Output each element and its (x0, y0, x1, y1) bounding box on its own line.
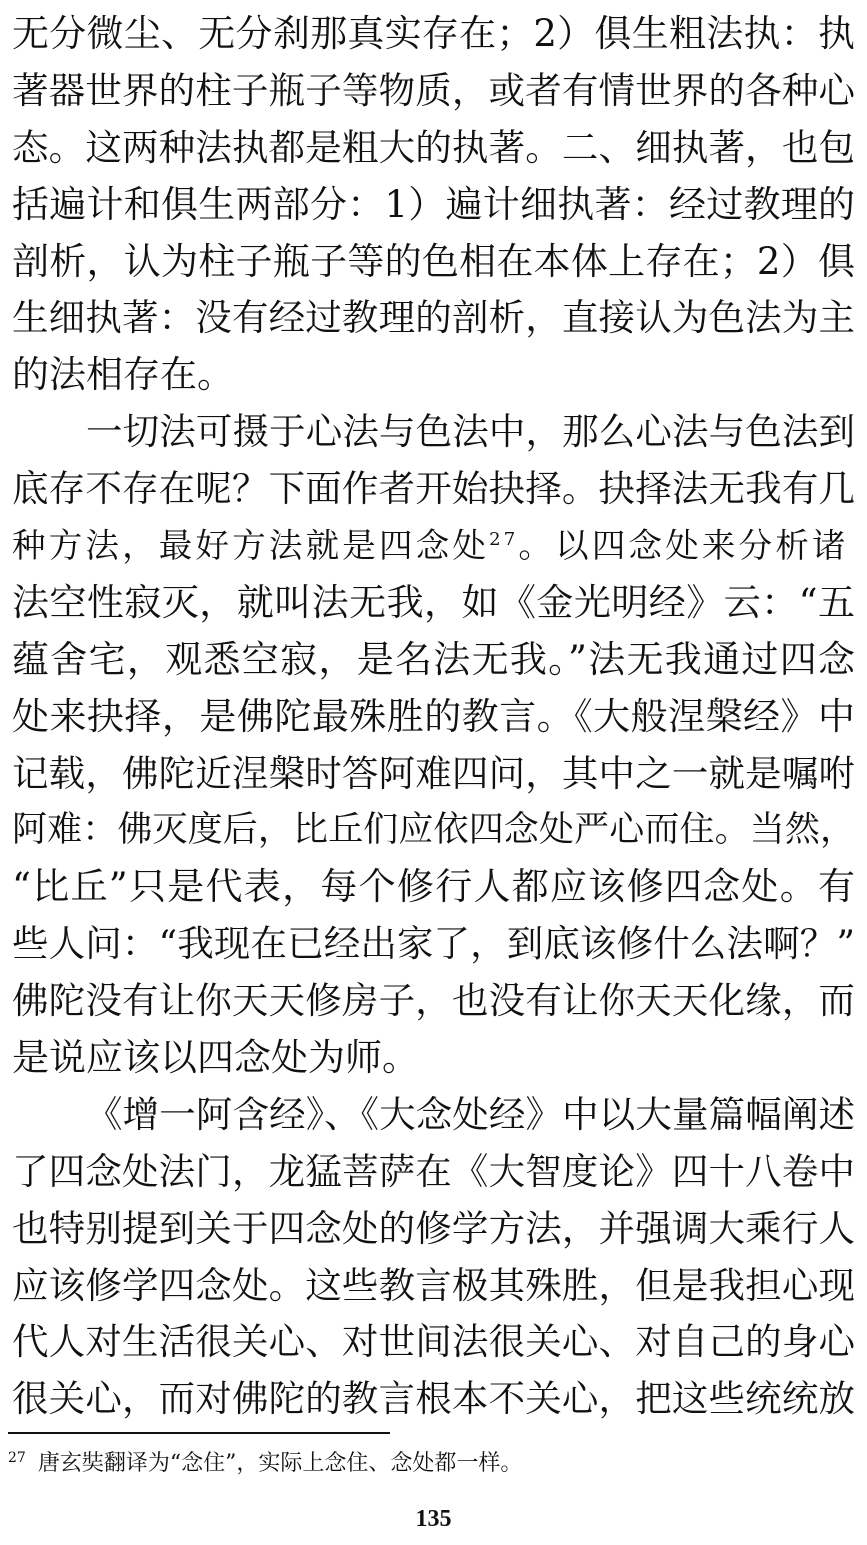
text-line: 记载，佛陀近涅槃时答阿难四问，其中之一就是嘱咐 (12, 751, 855, 795)
text-line-with-footnote (12, 518, 855, 575)
text-segment: 。以四念处来分析诸 (518, 526, 849, 566)
text-line: 生细执著：没有经过教理的剖析，直接认为色法为主 (12, 296, 855, 340)
footnote-divider (8, 1432, 390, 1434)
text-line: 代人对生活很关心、对世间法很关心、对自己的身心 (12, 1320, 855, 1364)
footnote-text: 唐玄奘翻译为“念住”，实际上念住、念处都一样。 (37, 1451, 523, 1476)
text-line: 些人问：“我现在已经出家了，到底该修什么法啊？” (12, 922, 855, 966)
body-text (12, 6, 855, 1428)
text-line: 著器世界的柱子瓶子等物质，或者有情世界的各种心 (12, 68, 855, 112)
text-line: 很关心，而对佛陀的教言根本不关心，把这些统统放 (12, 1377, 855, 1421)
paragraph-first-line: 《增一阿含经》、《大念处经》中以大量篇幅阐述 (86, 1092, 855, 1136)
text-line: 了四念处法门，龙猛菩萨在《大智度论》四十八卷中 (12, 1149, 855, 1193)
text-line: 的法相存在。 (12, 353, 234, 397)
text-line: 应该修学四念处。这些教言极其殊胜，但是我担心现 (12, 1263, 855, 1307)
text-line: 蕴舍宅，观悉空寂，是名法无我。”法无我通过四念 (12, 637, 855, 681)
text-line: 无分微尘、无分刹那真实存在；2）俱生粗法执：执 (12, 12, 855, 55)
page-number: 135 (415, 1506, 452, 1532)
text-line: 态。这两种法执都是粗大的执著。二、细执著，也包 (12, 125, 855, 169)
text-line: 是说应该以四念处为师。 (12, 1036, 419, 1080)
text-line: 阿难：佛灭度后，比丘们应依四念处严心而住。当然， (12, 810, 855, 851)
footnote-number: 27 (8, 1449, 26, 1466)
footnote-reference[interactable]: 27 (489, 528, 519, 550)
text-line: 也特别提到关于四念处的修学方法，并强调大乘行人 (12, 1206, 855, 1250)
text-line: 底存不存在呢？下面作者开始抉择。抉择法无我有几 (12, 467, 855, 511)
footnote (8, 1448, 522, 1480)
text-line: 处来抉择，是佛陀最殊胜的教言。《大般涅槃经》中 (12, 694, 855, 738)
text-line: 法空性寂灭，就叫法无我，如《金光明经》云：“五 (12, 580, 855, 624)
paragraph-first-line: 一切法可摄于心法与色法中，那么心法与色法到 (86, 410, 855, 454)
text-segment: 种方法，最好方法就是四念处 (12, 526, 490, 566)
text-line: 佛陀没有让你天天修房子，也没有让你天天化缘，而 (12, 979, 855, 1023)
text-line: 剖析，认为柱子瓶子等的色相在本体上存在；2）俱 (12, 239, 855, 283)
text-line: “比丘”只是代表，每个修行人都应该修四念处。有 (12, 865, 855, 909)
text-line: 括遍计和俱生两部分：1）遍计细执著：经过教理的 (12, 182, 855, 226)
